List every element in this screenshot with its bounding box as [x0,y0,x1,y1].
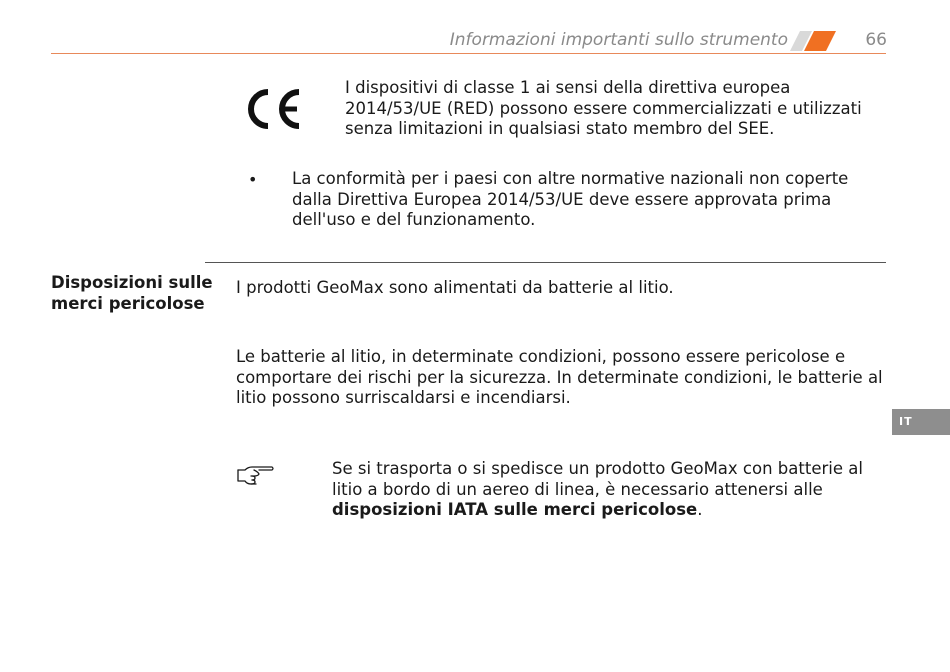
lithium-risk-paragraph: Le batterie al litio, in determinate condizioni, possono essere pericolose e comportare dei rischi per la sicurezza. In determinate condizioni, le batterie al litio possono surriscaldarsi e incendiarsi. [236,347,883,407]
header-divider [51,53,886,54]
ce-mark-icon [246,88,304,130]
note-text-bold: disposizioni IATA sulle merci pericolose [332,500,698,519]
pointing-hand-icon [237,464,275,486]
section-heading: Disposizioni sulle merci pericolose [51,273,213,313]
bullet-marker: • [248,170,258,189]
bullet-conformity-text: La conformità per i paesi con altre normative nazionali non coperte dalla Direttiva Europea 2014/53/UE deve essere approvata prima dell'uso e del funzionamento. [292,169,849,229]
section-divider [205,262,886,263]
dangerous-goods-note [332,459,877,521]
language-tab: IT [892,409,950,435]
header-stripe-logo [790,31,836,51]
page-number: 66 [865,30,887,50]
lithium-batteries-paragraph: I prodotti GeoMax sono alimentati da batterie al litio. [236,278,674,297]
page-header-title: Informazioni importanti sullo strumento [449,30,788,50]
note-text-before: Se si trasporta o si spedisce un prodotto GeoMax con batterie al litio a bordo di un aereo di linea, è necessario attenersi alle [332,459,863,499]
ce-conformity-text: I dispositivi di classe 1 ai sensi della direttiva europea 2014/53/UE (RED) possono essere commercializzati e utilizzati senza limitazioni in qualsiasi stato membro del SEE. [345,78,862,138]
note-text-after: . [697,500,703,519]
